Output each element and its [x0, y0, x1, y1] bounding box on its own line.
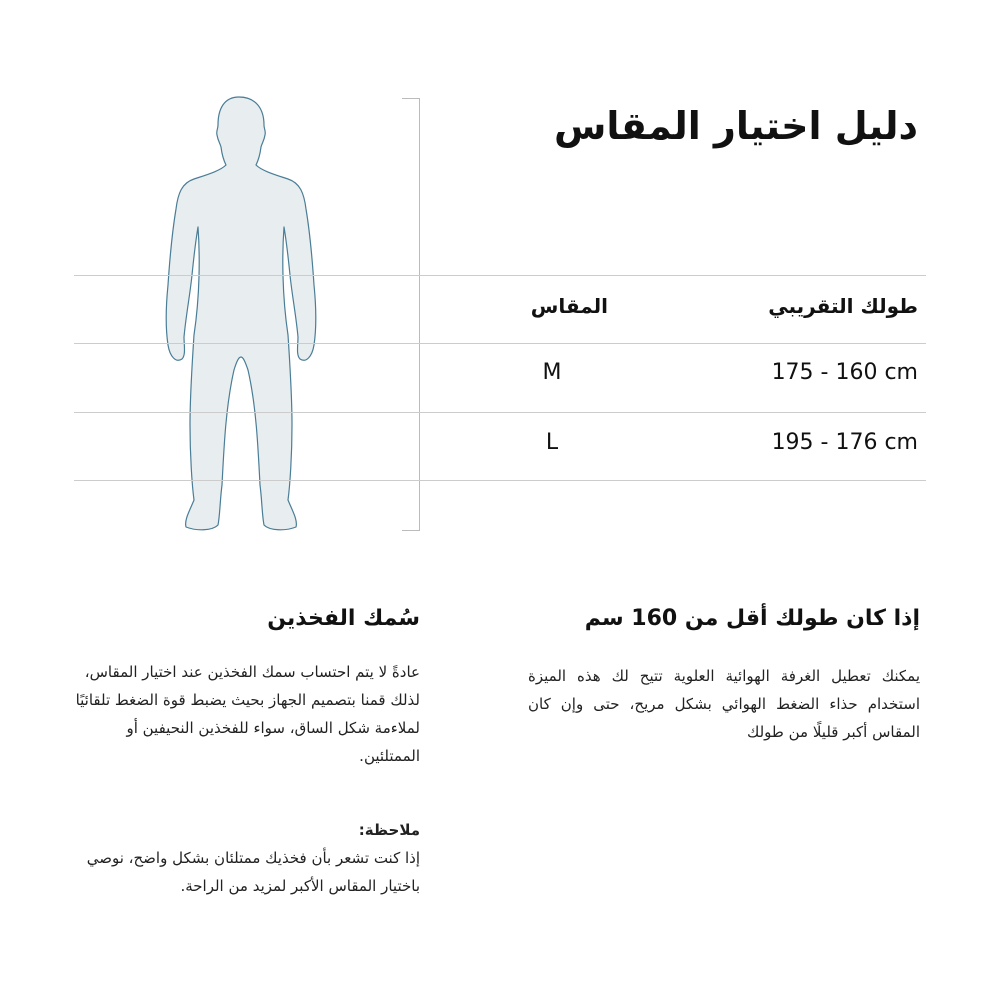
table-divider-top — [74, 275, 926, 276]
page-title: دليل اختيار المقاس — [553, 104, 918, 148]
row-height-value: 195 - 176 cm — [771, 430, 918, 455]
short-height-text: يمكنك تعطيل الغرفة الهوائية العلوية تتيح لك هذه الميزة استخدام حذاء الضغط الهوائي بشكل مريح، حتى وإن كان المقاس أكبر قليلًا من طولك — [528, 667, 920, 741]
height-measure-bracket — [402, 98, 420, 531]
table-divider-header — [74, 343, 926, 344]
short-height-title: إذا كان طولك أقل من 160 سم — [584, 606, 920, 631]
note-label: ملاحظة: — [358, 821, 420, 839]
table-divider-row1 — [74, 412, 926, 413]
row-height-value: 175 - 160 cm — [771, 360, 918, 385]
column-header-height: طولك التقريبي — [768, 294, 918, 318]
row-size-value: L — [545, 430, 559, 455]
table-divider-bottom — [74, 480, 926, 481]
thigh-section-title: سُمك الفخذين — [267, 606, 420, 631]
note-text: إذا كنت تشعر بأن فخذيك ممتلئان بشكل واضح، نوصي باختيار المقاس الأكبر لمزيد من الراحة. — [86, 849, 420, 895]
thigh-section-text: عادةً لا يتم احتساب سمك الفخذين عند اختيار المقاس، لذلك قمنا بتصميم الجهاز بحيث يضبط قوة الضغط تلقائيًا لملاءمة شكل الساق، سواء للفخذين النحيفين أو الممتلئين. — [75, 663, 420, 765]
row-size-value: M — [542, 360, 562, 385]
person-silhouette-icon — [160, 95, 320, 540]
column-header-size: المقاس — [530, 294, 608, 318]
